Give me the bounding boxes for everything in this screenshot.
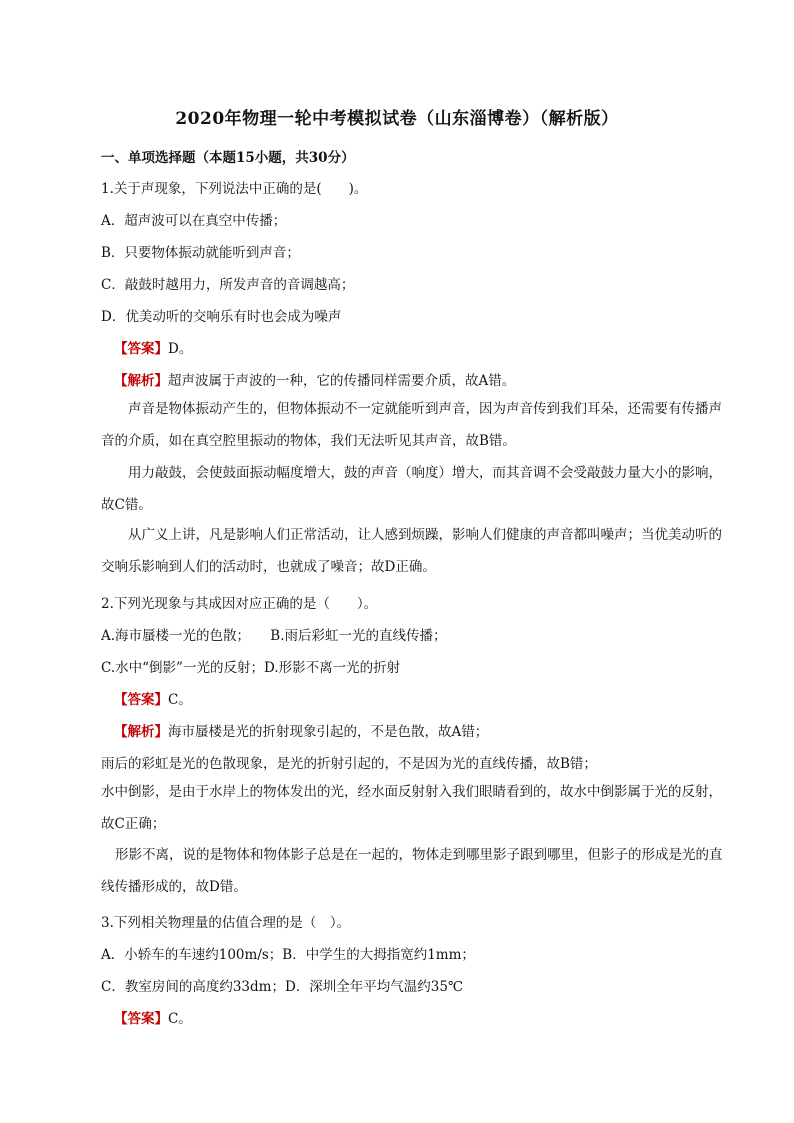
question-1-answer xyxy=(114,337,192,357)
analysis-text: 海市蜃楼是光的折射现象引起的，不是色散，故A错； xyxy=(168,724,489,740)
analysis-text: 超声波属于声波的一种，它的传播同样需要介质，故A错。 xyxy=(168,373,516,389)
question-2-analysis-3: 水中倒影，是由于水岸上的物体发出的光，经水面反射射入我们眼睛看到的，故水中倒影属于光的反射，故C正确； xyxy=(101,784,722,832)
question-1-option-a: A．超声波可以在真空中传播； xyxy=(101,213,287,229)
question-2-options-ab: A.海市蜃楼一光的色散； B.雨后彩虹一光的直线传播； xyxy=(101,628,447,644)
answer-tag: 【答案】 xyxy=(114,692,168,708)
analysis-tag: 【解析】 xyxy=(114,373,168,389)
question-2-analysis-4: 形影不离，说的是物体和物体影子总是在一起的，物体走到哪里影子跟到哪里，但影子的形成是光的直线传播形成的，故D错。 xyxy=(101,847,723,895)
question-2-analysis-1 xyxy=(114,720,488,740)
question-1-option-d: D．优美动听的交响乐有时也会成为噪声 xyxy=(101,309,342,325)
section-heading: 一、单项选择题（本题15小题，共30分） xyxy=(101,150,355,166)
question-3-answer xyxy=(114,1007,192,1027)
question-1-option-c: C．敲鼓时越用力，所发声音的音调越高； xyxy=(101,277,355,293)
answer-value: C。 xyxy=(168,1011,192,1027)
answer-tag: 【答案】 xyxy=(114,341,168,357)
question-1-stem: 1.关于声现象，下列说法中正确的是( )。 xyxy=(101,181,368,197)
question-2-analysis-2: 雨后的彩虹是光的色散现象，是光的折射引起的，不是因为光的直线传播，故B错； xyxy=(101,756,597,772)
answer-tag: 【答案】 xyxy=(114,1011,168,1027)
answer-value: D。 xyxy=(168,341,193,357)
page-title: 2020年物理一轮中考模拟试卷（山东淄博卷）（解析版） xyxy=(175,109,619,129)
question-2-answer xyxy=(114,688,192,708)
question-3-stem: 3.下列相关物理量的估值合理的是（ ）。 xyxy=(101,915,351,931)
question-2-options-cd: C.水中“倒影”一光的反射；D.形影不离一光的折射 xyxy=(101,660,401,676)
question-3-options-cd: C．教室房间的高度约33dm；D．深圳全年平均气温约35℃ xyxy=(101,979,464,995)
question-1-analysis-3: 用力敲鼓，会使鼓面振动幅度增大，鼓的声音（响度）增大，而其音调不会受敲鼓力量大小的影响，故C错。 xyxy=(101,465,722,513)
question-2-stem: 2.下列光现象与其成因对应正确的是（ ）。 xyxy=(101,596,378,612)
question-1-analysis-4: 从广义上讲，凡是影响人们正常活动，让人感到烦躁，影响人们健康的声音都叫噪声；当优美动听的交响乐影响到人们的活动时，也就成了噪音；故D正确。 xyxy=(101,527,722,575)
question-1-option-b: B．只要物体振动就能听到声音； xyxy=(101,245,300,261)
question-3-options-ab: A．小轿车的车速约100m/s；B．中学生的大拇指宽约1mm； xyxy=(101,947,475,963)
question-1-analysis-1 xyxy=(114,369,515,389)
answer-value: C。 xyxy=(168,692,192,708)
analysis-tag: 【解析】 xyxy=(114,724,168,740)
question-1-analysis-2: 声音是物体振动产生的，但物体振动不一定就能听到声音，因为声音传到我们耳朵，还需要有传播声音的介质，如在真空腔里振动的物体，我们无法听见其声音，故B错。 xyxy=(101,401,722,449)
